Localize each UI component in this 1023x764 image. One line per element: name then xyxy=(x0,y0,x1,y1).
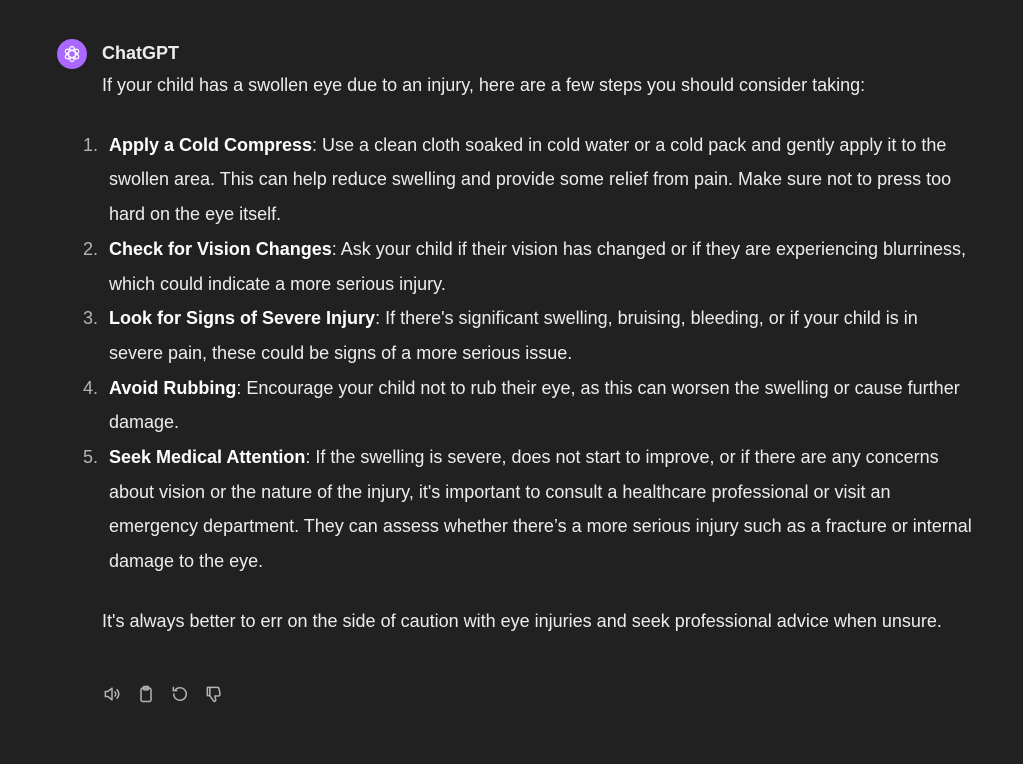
list-number: 4. xyxy=(83,377,99,398)
assistant-message xyxy=(83,68,972,639)
thumbs-down-icon xyxy=(204,684,224,704)
step-text: : Ask your child if their vision has changed or if they are experiencing blurriness, which could indicate a more serious injury. xyxy=(109,238,967,294)
step-text: : Encourage your child not to rub their eye, as this can worsen the swelling or cause further damage. xyxy=(109,377,960,433)
step-title: Check for Vision Changes xyxy=(109,238,332,259)
list-number: 1. xyxy=(83,134,99,155)
message-actions xyxy=(101,683,225,705)
list-item xyxy=(83,232,972,301)
step-title: Apply a Cold Compress xyxy=(109,134,313,155)
step-title: Seek Medical Attention xyxy=(109,447,306,468)
read-aloud-button[interactable] xyxy=(101,683,123,705)
list-item xyxy=(83,371,972,440)
chatgpt-avatar xyxy=(57,39,87,69)
list-number: 5. xyxy=(83,447,99,468)
list-number: 2. xyxy=(83,238,99,259)
message-author: ChatGPT xyxy=(102,43,180,63)
openai-logo-icon xyxy=(62,44,82,64)
bad-response-button[interactable] xyxy=(203,683,225,705)
step-text: : If the swelling is severe, does not start to improve, or if there are any concerns about vision or the nature of the injury, it's important to consult a healthcare professional or visit an emergency department. They can assess whether there’s a more serious injury such as a fracture or internal damage to the eye. xyxy=(109,447,972,572)
message-outro: It's always better to err on the side of caution with eye injuries and seek professional advice when unsure. xyxy=(102,610,942,631)
speaker-icon xyxy=(102,684,122,704)
regenerate-button[interactable] xyxy=(169,683,191,705)
list-item xyxy=(83,440,972,579)
step-text: : If there's significant swelling, bruising, bleeding, or if your child is in severe pain, these could be signs of a more serious issue. xyxy=(109,308,918,363)
regenerate-icon xyxy=(170,684,190,704)
list-number: 3. xyxy=(83,308,99,329)
steps-list xyxy=(83,128,972,579)
clipboard-icon xyxy=(136,684,156,704)
step-title: Avoid Rubbing xyxy=(109,377,237,398)
copy-button[interactable] xyxy=(135,683,157,705)
message-intro: If your child has a swollen eye due to an injury, here are a few steps you should consider taking: xyxy=(102,75,866,95)
list-item xyxy=(83,128,972,232)
list-item xyxy=(83,301,972,370)
step-text: : Use a clean cloth soaked in cold water or a cold pack and gently apply it to the swollen area. This can help reduce swelling and provide some relief from pain. Make sure not to press too hard on the eye itself. xyxy=(109,134,952,225)
step-title: Look for Signs of Severe Injury xyxy=(109,308,376,329)
